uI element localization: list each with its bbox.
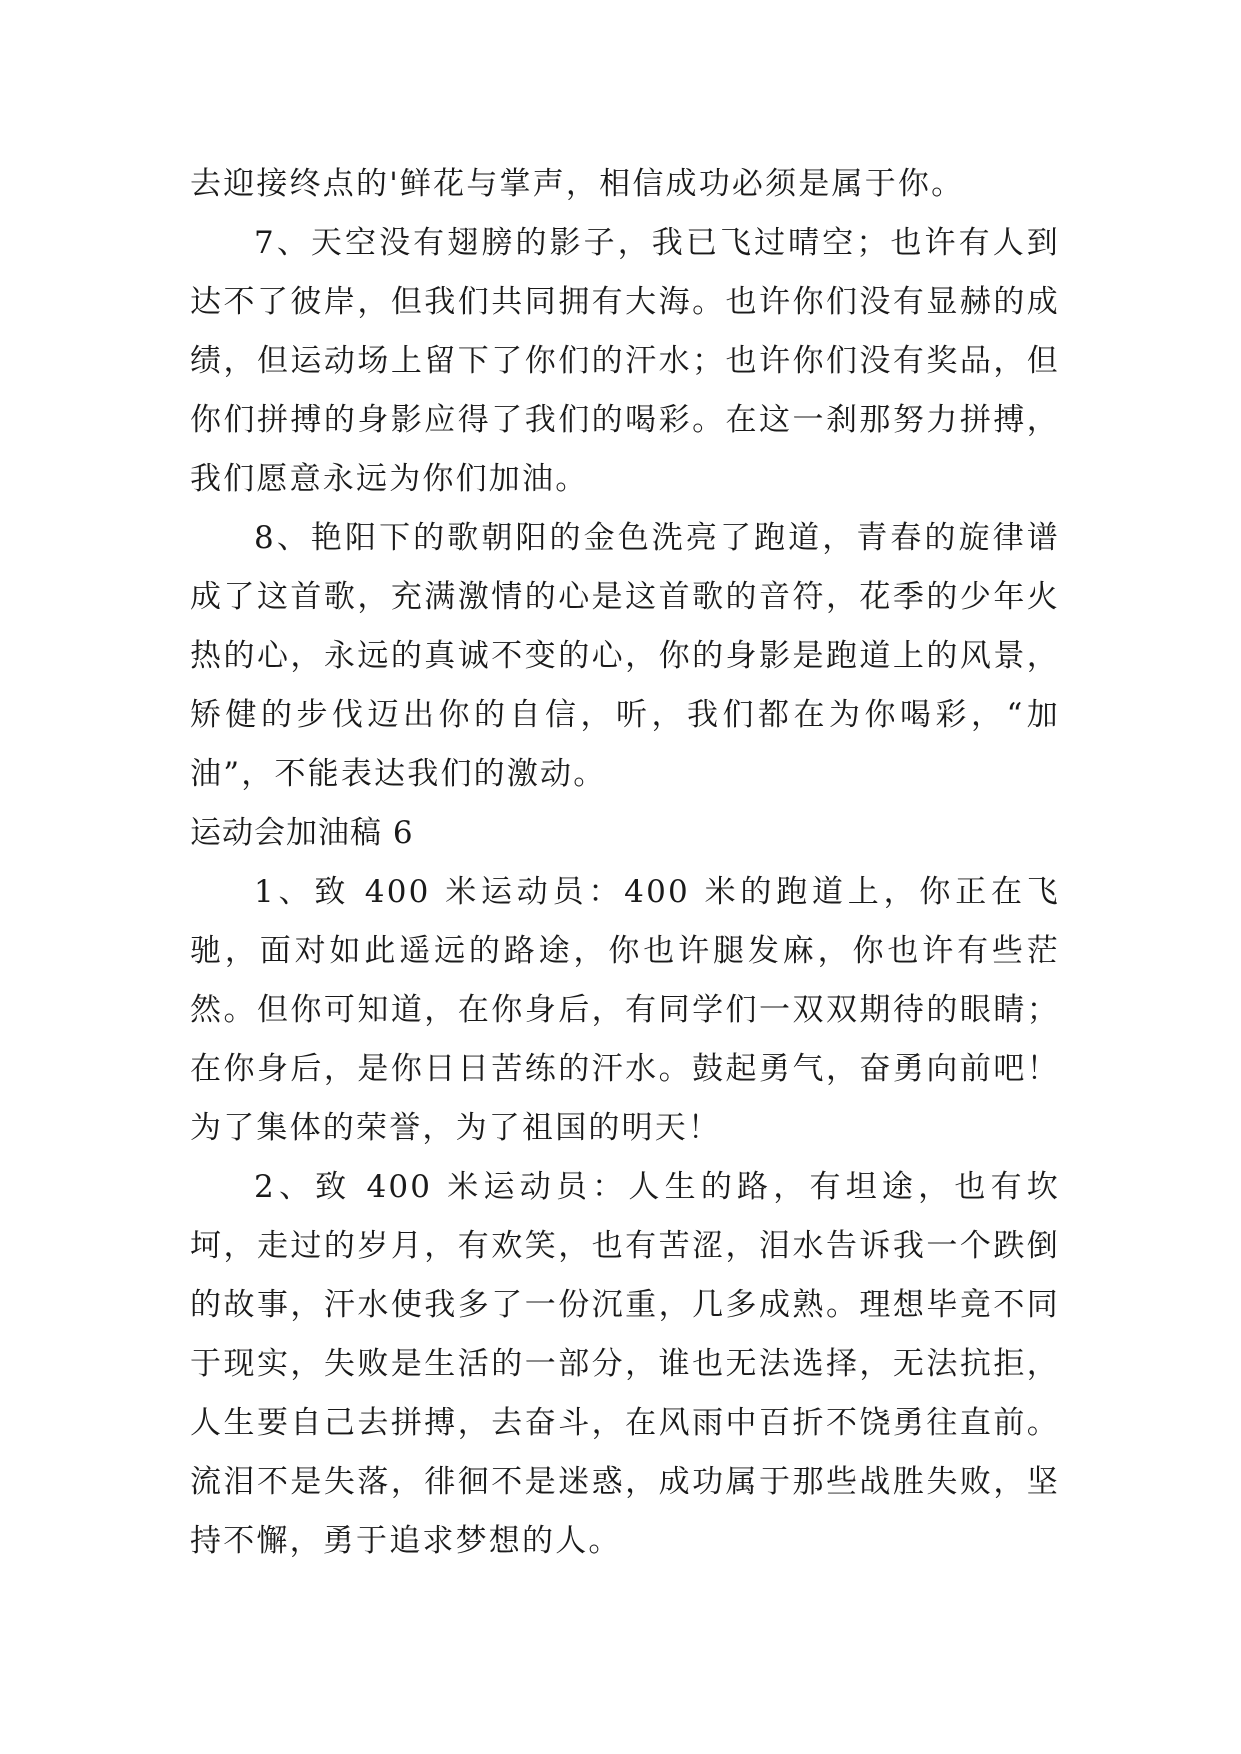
paragraph-item-2: 2、致 400 米运动员：人生的路，有坦途，也有坎坷，走过的岁月，有欢笑，也有苦涩，泪水告诉我一个跌倒的故事，汗水使我多了一份沉重，几多成熟。理想毕竟不同于现实，失败是生活的一部分，谁也无法选择，无法抗拒，人生要自己去拼搏，去奋斗，在风雨中百折不饶勇往直前。流泪不是失落，徘徊不是迷惑，成功属于那些战胜失败，坚持不懈，勇于追求梦想的人。: [190, 1169, 1060, 1559]
paragraph-item-8: 8、艳阳下的歌朝阳的金色洗亮了跑道，青春的旋律谱成了这首歌，充满激情的心是这首歌的音符，花季的少年火热的心，永远的真诚不变的心，你的身影是跑道上的风景，矫健的步伐迈出你的自信，听，我们都在为你喝彩，“加油”，不能表达我们的激动。: [190, 520, 1060, 792]
paragraph-item-1: 1、致 400 米运动员：400 米的跑道上，你正在飞驰，面对如此遥远的路途，你也许腿发麻，你也许有些茫然。但你可知道，在你身后，有同学们一双双期待的眼睛；在你身后，是你日日苦练的汗水。鼓起勇气，奋勇向前吧！为了集体的荣誉，为了祖国的明天！: [190, 874, 1060, 1146]
paragraph-item-7: 7、天空没有翅膀的影子，我已飞过晴空；也许有人到达不了彼岸，但我们共同拥有大海。也许你们没有显赫的成绩，但运动场上留下了你们的汗水；也许你们没有奖品，但你们拼搏的身影应得了我们的喝彩。在这一刹那努力拼搏，我们愿意永远为你们加油。: [190, 225, 1060, 497]
paragraph-continuation: 去迎接终点的'鲜花与掌声，相信成功必须是属于你。: [190, 166, 965, 202]
section-heading: 运动会加油稿 6: [190, 815, 414, 851]
document-body: [190, 155, 1060, 1571]
